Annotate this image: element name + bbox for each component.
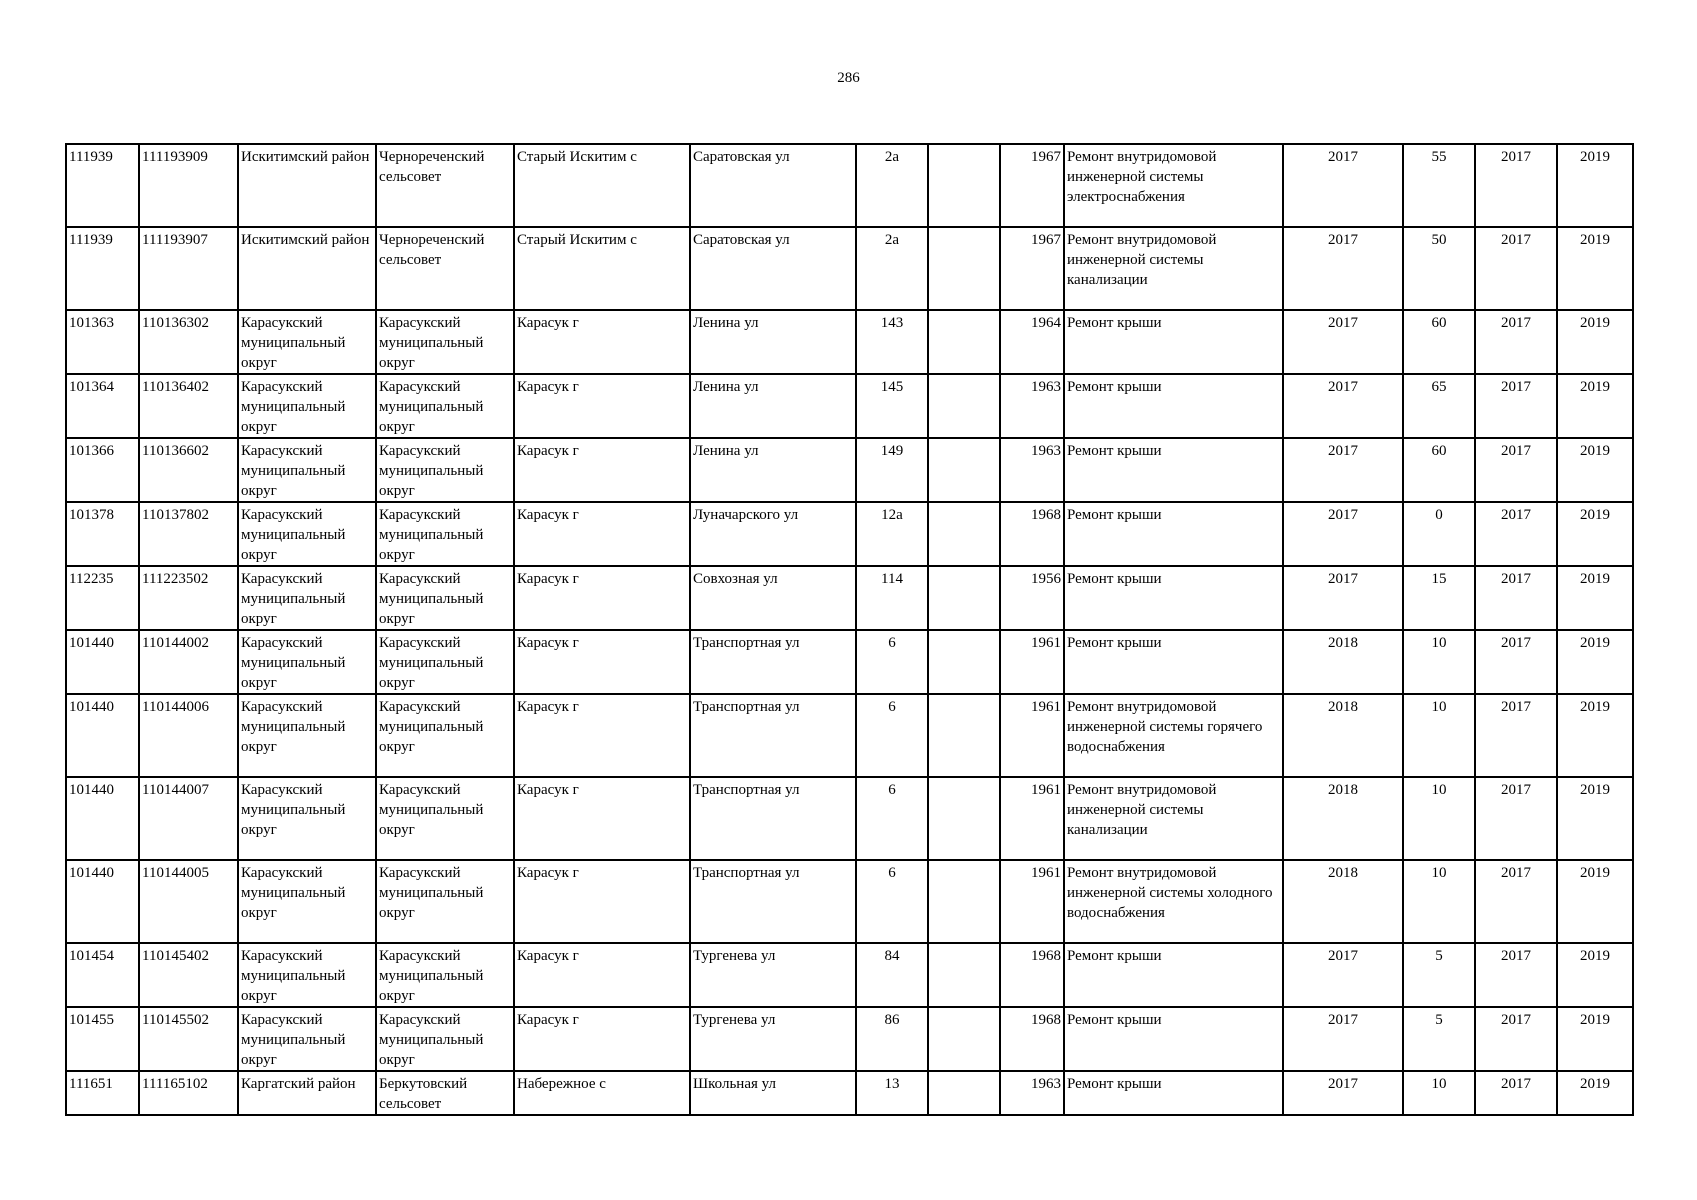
house-id-cell: 112235 — [66, 566, 139, 630]
wear-cell: 10 — [1403, 777, 1475, 860]
year-cell: 2017 — [1283, 502, 1403, 566]
year-cell: 2017 — [1283, 1007, 1403, 1071]
municipality-cell: Искитимский район — [238, 227, 376, 310]
locality-cell: Карасук г — [514, 374, 690, 438]
year-built-cell: 1956 — [1000, 566, 1064, 630]
table-row — [66, 860, 1633, 943]
municipality-cell: Каргатский район — [238, 1071, 376, 1115]
period-end-cell: 2019 — [1557, 694, 1633, 777]
table-body — [66, 144, 1633, 1115]
period-end-cell: 2019 — [1557, 227, 1633, 310]
table-row — [66, 502, 1633, 566]
year-built-cell: 1967 — [1000, 144, 1064, 227]
settlement-cell: Карасукский муниципальный округ — [376, 438, 514, 502]
settlement-cell: Карасукский муниципальный округ — [376, 630, 514, 694]
year-built-cell: 1961 — [1000, 860, 1064, 943]
period-end-cell: 2019 — [1557, 566, 1633, 630]
wear-cell: 0 — [1403, 502, 1475, 566]
period-start-cell: 2017 — [1475, 144, 1557, 227]
municipality-cell: Искитимский район — [238, 144, 376, 227]
work-type-cell: Ремонт крыши — [1064, 1071, 1283, 1115]
street-cell: Тургенева ул — [690, 1007, 856, 1071]
work-type-cell: Ремонт крыши — [1064, 566, 1283, 630]
wear-cell: 15 — [1403, 566, 1475, 630]
record-id-cell: 110144002 — [139, 630, 238, 694]
period-start-cell: 2017 — [1475, 374, 1557, 438]
period-start-cell: 2017 — [1475, 630, 1557, 694]
record-id-cell: 110144006 — [139, 694, 238, 777]
settlement-cell: Карасукский муниципальный округ — [376, 502, 514, 566]
house-id-cell: 101363 — [66, 310, 139, 374]
locality-cell: Карасук г — [514, 502, 690, 566]
record-id-cell: 111193909 — [139, 144, 238, 227]
work-type-cell: Ремонт крыши — [1064, 1007, 1283, 1071]
year-cell: 2017 — [1283, 566, 1403, 630]
period-end-cell: 2019 — [1557, 777, 1633, 860]
settlement-cell: Черноречeнский сельсовет — [376, 227, 514, 310]
table-row — [66, 630, 1633, 694]
period-start-cell: 2017 — [1475, 566, 1557, 630]
work-type-cell: Ремонт крыши — [1064, 630, 1283, 694]
record-id-cell: 111193907 — [139, 227, 238, 310]
repair-schedule-table — [65, 143, 1634, 1116]
locality-cell: Карасук г — [514, 1007, 690, 1071]
settlement-cell: Карасукский муниципальный округ — [376, 310, 514, 374]
locality-cell: Карасук г — [514, 566, 690, 630]
year-cell: 2018 — [1283, 860, 1403, 943]
period-end-cell: 2019 — [1557, 310, 1633, 374]
house-id-cell: 111939 — [66, 144, 139, 227]
building-cell — [928, 1071, 1000, 1115]
year-built-cell: 1961 — [1000, 630, 1064, 694]
building-cell — [928, 566, 1000, 630]
period-end-cell: 2019 — [1557, 1071, 1633, 1115]
table-row — [66, 943, 1633, 1007]
locality-cell: Карасук г — [514, 694, 690, 777]
building-cell — [928, 227, 1000, 310]
record-id-cell: 111223502 — [139, 566, 238, 630]
municipality-cell: Карасукский муниципальный округ — [238, 694, 376, 777]
house-number-cell: 2а — [856, 144, 928, 227]
wear-cell: 50 — [1403, 227, 1475, 310]
settlement-cell: Карасукский муниципальный округ — [376, 943, 514, 1007]
house-number-cell: 114 — [856, 566, 928, 630]
wear-cell: 60 — [1403, 438, 1475, 502]
wear-cell: 60 — [1403, 310, 1475, 374]
year-built-cell: 1968 — [1000, 502, 1064, 566]
house-number-cell: 6 — [856, 694, 928, 777]
house-number-cell: 145 — [856, 374, 928, 438]
building-cell — [928, 777, 1000, 860]
period-end-cell: 2019 — [1557, 438, 1633, 502]
record-id-cell: 110136602 — [139, 438, 238, 502]
building-cell — [928, 144, 1000, 227]
wear-cell: 5 — [1403, 1007, 1475, 1071]
street-cell: Тургенева ул — [690, 943, 856, 1007]
house-id-cell: 101440 — [66, 777, 139, 860]
period-start-cell: 2017 — [1475, 310, 1557, 374]
locality-cell: Набережное с — [514, 1071, 690, 1115]
period-end-cell: 2019 — [1557, 630, 1633, 694]
year-cell: 2017 — [1283, 374, 1403, 438]
work-type-cell: Ремонт внутридомовой инженерной системы горячего водоснабжения — [1064, 694, 1283, 777]
house-number-cell: 86 — [856, 1007, 928, 1071]
record-id-cell: 110137802 — [139, 502, 238, 566]
record-id-cell: 110136302 — [139, 310, 238, 374]
settlement-cell: Беркутовский сельсовет — [376, 1071, 514, 1115]
building-cell — [928, 310, 1000, 374]
page-number: 286 — [837, 70, 860, 86]
municipality-cell: Карасукский муниципальный округ — [238, 630, 376, 694]
house-id-cell: 101440 — [66, 630, 139, 694]
locality-cell: Старый Искитим с — [514, 144, 690, 227]
house-number-cell: 6 — [856, 630, 928, 694]
building-cell — [928, 502, 1000, 566]
municipality-cell: Карасукский муниципальный округ — [238, 438, 376, 502]
locality-cell: Карасук г — [514, 943, 690, 1007]
table-row — [66, 144, 1633, 227]
street-cell: Ленина ул — [690, 438, 856, 502]
wear-cell: 55 — [1403, 144, 1475, 227]
settlement-cell: Черноречeнский сельсовет — [376, 144, 514, 227]
period-end-cell: 2019 — [1557, 943, 1633, 1007]
record-id-cell: 110145402 — [139, 943, 238, 1007]
table-row — [66, 227, 1633, 310]
record-id-cell: 110144007 — [139, 777, 238, 860]
locality-cell: Карасук г — [514, 438, 690, 502]
house-id-cell: 101364 — [66, 374, 139, 438]
year-built-cell: 1963 — [1000, 374, 1064, 438]
house-number-cell: 12а — [856, 502, 928, 566]
record-id-cell: 111165102 — [139, 1071, 238, 1115]
building-cell — [928, 943, 1000, 1007]
year-cell: 2018 — [1283, 777, 1403, 860]
municipality-cell: Карасукский муниципальный округ — [238, 1007, 376, 1071]
work-type-cell: Ремонт крыши — [1064, 374, 1283, 438]
locality-cell: Карасук г — [514, 860, 690, 943]
period-end-cell: 2019 — [1557, 1007, 1633, 1071]
street-cell: Транспортная ул — [690, 777, 856, 860]
house-id-cell: 111939 — [66, 227, 139, 310]
period-end-cell: 2019 — [1557, 144, 1633, 227]
year-built-cell: 1963 — [1000, 1071, 1064, 1115]
year-cell: 2018 — [1283, 694, 1403, 777]
settlement-cell: Карасукский муниципальный округ — [376, 566, 514, 630]
period-start-cell: 2017 — [1475, 438, 1557, 502]
wear-cell: 10 — [1403, 1071, 1475, 1115]
house-id-cell: 101440 — [66, 694, 139, 777]
work-type-cell: Ремонт крыши — [1064, 943, 1283, 1007]
wear-cell: 65 — [1403, 374, 1475, 438]
house-number-cell: 6 — [856, 777, 928, 860]
year-built-cell: 1961 — [1000, 777, 1064, 860]
table-row — [66, 777, 1633, 860]
year-cell: 2017 — [1283, 1071, 1403, 1115]
settlement-cell: Карасукский муниципальный округ — [376, 860, 514, 943]
municipality-cell: Карасукский муниципальный округ — [238, 374, 376, 438]
settlement-cell: Карасукский муниципальный округ — [376, 1007, 514, 1071]
municipality-cell: Карасукский муниципальный округ — [238, 310, 376, 374]
street-cell: Совхозная ул — [690, 566, 856, 630]
table-row — [66, 1071, 1633, 1115]
locality-cell: Карасук г — [514, 630, 690, 694]
year-cell: 2017 — [1283, 227, 1403, 310]
house-id-cell: 101440 — [66, 860, 139, 943]
house-id-cell: 101455 — [66, 1007, 139, 1071]
municipality-cell: Карасукский муниципальный округ — [238, 566, 376, 630]
period-start-cell: 2017 — [1475, 1071, 1557, 1115]
locality-cell: Карасук г — [514, 777, 690, 860]
period-start-cell: 2017 — [1475, 502, 1557, 566]
municipality-cell: Карасукский муниципальный округ — [238, 943, 376, 1007]
street-cell: Школьная ул — [690, 1071, 856, 1115]
house-id-cell: 101366 — [66, 438, 139, 502]
house-number-cell: 149 — [856, 438, 928, 502]
period-end-cell: 2019 — [1557, 860, 1633, 943]
period-end-cell: 2019 — [1557, 502, 1633, 566]
table-row — [66, 694, 1633, 777]
year-built-cell: 1961 — [1000, 694, 1064, 777]
period-start-cell: 2017 — [1475, 943, 1557, 1007]
house-id-cell: 111651 — [66, 1071, 139, 1115]
year-built-cell: 1968 — [1000, 943, 1064, 1007]
period-start-cell: 2017 — [1475, 694, 1557, 777]
period-start-cell: 2017 — [1475, 860, 1557, 943]
record-id-cell: 110144005 — [139, 860, 238, 943]
work-type-cell: Ремонт внутридомовой инженерной системы электроснабжения — [1064, 144, 1283, 227]
year-cell: 2017 — [1283, 144, 1403, 227]
year-built-cell: 1964 — [1000, 310, 1064, 374]
settlement-cell: Карасукский муниципальный округ — [376, 694, 514, 777]
street-cell: Ленина ул — [690, 310, 856, 374]
street-cell: Транспортная ул — [690, 630, 856, 694]
record-id-cell: 110145502 — [139, 1007, 238, 1071]
year-built-cell: 1967 — [1000, 227, 1064, 310]
street-cell: Саратовская ул — [690, 227, 856, 310]
table-row — [66, 1007, 1633, 1071]
building-cell — [928, 374, 1000, 438]
street-cell: Транспортная ул — [690, 860, 856, 943]
house-number-cell: 6 — [856, 860, 928, 943]
settlement-cell: Карасукский муниципальный округ — [376, 374, 514, 438]
period-start-cell: 2017 — [1475, 1007, 1557, 1071]
building-cell — [928, 694, 1000, 777]
period-end-cell: 2019 — [1557, 374, 1633, 438]
year-built-cell: 1963 — [1000, 438, 1064, 502]
wear-cell: 10 — [1403, 860, 1475, 943]
work-type-cell: Ремонт внутридомовой инженерной системы канализации — [1064, 777, 1283, 860]
wear-cell: 5 — [1403, 943, 1475, 1007]
year-cell: 2017 — [1283, 438, 1403, 502]
table-row — [66, 310, 1633, 374]
building-cell — [928, 630, 1000, 694]
municipality-cell: Карасукский муниципальный округ — [238, 777, 376, 860]
house-number-cell: 84 — [856, 943, 928, 1007]
work-type-cell: Ремонт крыши — [1064, 502, 1283, 566]
house-id-cell: 101378 — [66, 502, 139, 566]
street-cell: Ленина ул — [690, 374, 856, 438]
house-number-cell: 13 — [856, 1071, 928, 1115]
period-start-cell: 2017 — [1475, 777, 1557, 860]
table-row — [66, 374, 1633, 438]
wear-cell: 10 — [1403, 694, 1475, 777]
street-cell: Транспортная ул — [690, 694, 856, 777]
work-type-cell: Ремонт крыши — [1064, 310, 1283, 374]
building-cell — [928, 860, 1000, 943]
municipality-cell: Карасукский муниципальный округ — [238, 502, 376, 566]
work-type-cell: Ремонт крыши — [1064, 438, 1283, 502]
street-cell: Саратовская ул — [690, 144, 856, 227]
period-start-cell: 2017 — [1475, 227, 1557, 310]
locality-cell: Карасук г — [514, 310, 690, 374]
year-cell: 2017 — [1283, 943, 1403, 1007]
street-cell: Луначарского ул — [690, 502, 856, 566]
wear-cell: 10 — [1403, 630, 1475, 694]
building-cell — [928, 438, 1000, 502]
locality-cell: Старый Искитим с — [514, 227, 690, 310]
municipality-cell: Карасукский муниципальный округ — [238, 860, 376, 943]
building-cell — [928, 1007, 1000, 1071]
year-cell: 2017 — [1283, 310, 1403, 374]
table-row — [66, 438, 1633, 502]
table-row — [66, 566, 1633, 630]
house-number-cell: 143 — [856, 310, 928, 374]
year-built-cell: 1968 — [1000, 1007, 1064, 1071]
year-cell: 2018 — [1283, 630, 1403, 694]
house-number-cell: 2а — [856, 227, 928, 310]
house-id-cell: 101454 — [66, 943, 139, 1007]
work-type-cell: Ремонт внутридомовой инженерной системы канализации — [1064, 227, 1283, 310]
work-type-cell: Ремонт внутридомовой инженерной системы холодного водоснабжения — [1064, 860, 1283, 943]
record-id-cell: 110136402 — [139, 374, 238, 438]
settlement-cell: Карасукский муниципальный округ — [376, 777, 514, 860]
